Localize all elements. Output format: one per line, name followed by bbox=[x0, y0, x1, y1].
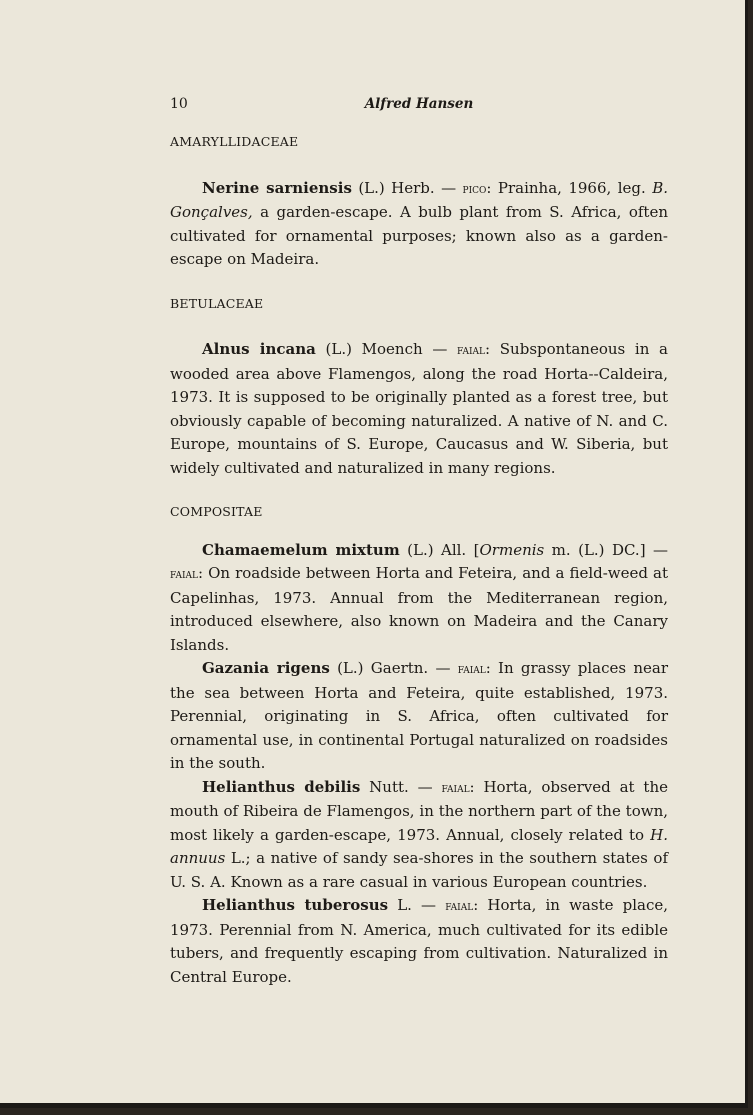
island-name: faial bbox=[441, 779, 470, 796]
species-name: Chamaemelum mixtum bbox=[202, 540, 400, 559]
island-name: faial bbox=[457, 342, 486, 358]
species-name: Nerine sarniensis bbox=[202, 178, 352, 197]
species-entry-helianthus-tuberosus bbox=[170, 894, 668, 989]
entry-text: : On roadside between Horta and Feteira, and a field-weed at Capelinhas, 1973. Annual from the Mediterranean region, introduced elsewhere, also known on Madeira and the Canary Islands. bbox=[170, 564, 668, 654]
species-entry-helianthus-debilis bbox=[170, 776, 668, 895]
entry-text-rest: L.; a native of sandy sea-shores in the southern states of U. S. A. Known as a rare casual in various European countries. bbox=[170, 849, 668, 891]
entry-text: : Horta, observed at the mouth of Ribeira de Flamengos, in the northern part of the town, most likely a garden-escape, 1973. Annual, closely related to bbox=[170, 777, 668, 844]
authority: (L.) Gaertn. — bbox=[329, 659, 458, 677]
synonym-authority: m. (L.) DC.] — bbox=[544, 540, 668, 559]
family-heading-amaryllidaceae: AMARYLLIDACEAE bbox=[170, 134, 299, 149]
island-name: faial bbox=[170, 566, 198, 582]
species-name: Helianthus debilis bbox=[202, 777, 361, 796]
island-name: faial bbox=[457, 661, 486, 677]
species-entry-alnus-incana bbox=[170, 338, 668, 480]
family-heading-compositae: COMPOSITAE bbox=[170, 504, 263, 519]
authority: Nutt. — bbox=[360, 777, 442, 796]
entry-text: : In grassy places near the sea between Horta and Feteira, quite established, 1973. Perennial, originating in S. Africa, often cultivated for ornamental use, in continental Portugal naturalized on roadsides in the south. bbox=[170, 659, 668, 772]
island-name: faial bbox=[445, 898, 474, 914]
synonym-name: Ormenis bbox=[479, 540, 545, 559]
authority: (L.) All. [ bbox=[399, 540, 480, 559]
species-entry-nerine-sarniensis bbox=[170, 177, 668, 272]
island-name: pico bbox=[462, 180, 487, 197]
page-header bbox=[170, 96, 668, 118]
page-content bbox=[170, 130, 668, 989]
authority: L. — bbox=[388, 896, 446, 914]
related-species: H. annuus bbox=[170, 825, 668, 867]
species-name: Gazania rigens bbox=[202, 659, 330, 677]
running-head: Alfred Hansen bbox=[364, 96, 474, 112]
species-entry-gazania-rigens bbox=[170, 657, 668, 776]
species-name: Helianthus tuberosus bbox=[202, 896, 389, 914]
entry-text-rest: a garden-escape. A bulb plant from S. Africa, often cultivated for ornamental purposes; known also as a garden-escape on Madeira. bbox=[170, 203, 668, 268]
entry-text: : Prainha, 1966, leg. bbox=[486, 178, 653, 197]
entry-text: : Subspontaneous in a wooded area above Flamengos, along the road Horta--Caldeira, 1973. It is supposed to be originally planted as a forest tree, but obviously capable of becoming naturalized. A native of N. and C. Europe, mountains of S. Europe, Caucasus and W. Siberia, but widely cultivated and naturalized in many regions. bbox=[170, 340, 668, 477]
species-name: Alnus incana bbox=[202, 340, 316, 358]
page-number: 10 bbox=[170, 96, 188, 112]
entry-text: : Horta, in waste place, 1973. Perennial from N. America, much cultivated for its edible tubers, and frequently escaping from cultivation. Naturalized in Central Europe. bbox=[170, 896, 668, 986]
authority: (L.) Herb. — bbox=[351, 178, 463, 197]
authority: (L.) Moench — bbox=[315, 340, 458, 358]
species-entry-chamaemelum-mixtum bbox=[170, 539, 668, 658]
family-heading-betulaceae: BETULACEAE bbox=[170, 295, 264, 311]
collector-name: B. Gonçalves, bbox=[170, 178, 668, 221]
